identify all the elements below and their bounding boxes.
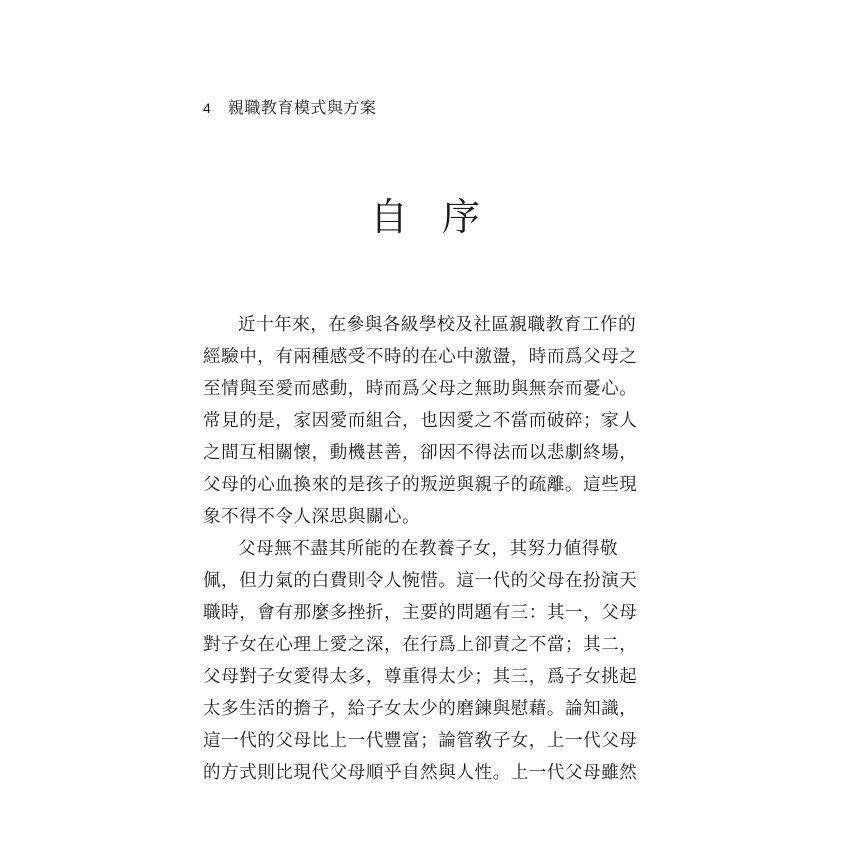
text-line: 近十年來，在參與各級學校及社區親職教育工作的 [238, 315, 637, 335]
text-line: 父母的心血換來的是孩子的叛逆與親子的疏離。這些現 [203, 475, 638, 495]
text-line: 經驗中，有兩種感受不時的在心中激盪，時而爲父母之 [203, 347, 638, 367]
text-line: 佩，但力氣的白費則令人惋惜。這一代的父母在扮演天 [203, 571, 638, 591]
text-line: 父母對子女愛得太多，尊重得太少；其三，爲子女挑起 [203, 667, 638, 687]
text-line: 職時，會有那麼多挫折，主要的問題有三：其一，父母 [203, 603, 638, 623]
page-number: 4 [203, 100, 211, 116]
text-line: 的方式則比現代父母順乎自然與人性。上一代父母雖然 [203, 763, 638, 783]
text-line: 至情與至愛而感動，時而爲父母之無助與無奈而憂心。 [203, 379, 638, 399]
text-line: 常見的是，家因愛而組合，也因愛之不當而破碎；家人 [203, 411, 638, 431]
text-line: 太多生活的擔子，給子女太少的磨鍊與慰藉。論知識， [203, 699, 638, 719]
text-line: 對子女在心理上愛之深，在行爲上卻責之不當；其二， [203, 635, 638, 655]
running-header [203, 98, 376, 118]
chapter-title: 自序 [369, 195, 514, 239]
text-line: 象不得不令人深思與關心。 [203, 507, 421, 527]
body-text [203, 309, 643, 789]
book-title: 親職教育模式與方案 [227, 98, 377, 117]
text-line: 之間互相關懷，動機甚善，卻因不得法而以悲劇終場， [203, 443, 638, 463]
text-line: 父母無不盡其所能的在教養子女，其努力値得敬 [238, 539, 619, 559]
text-line: 這一代的父母比上一代豐富；論管敎子女，上一代父母 [203, 731, 638, 751]
